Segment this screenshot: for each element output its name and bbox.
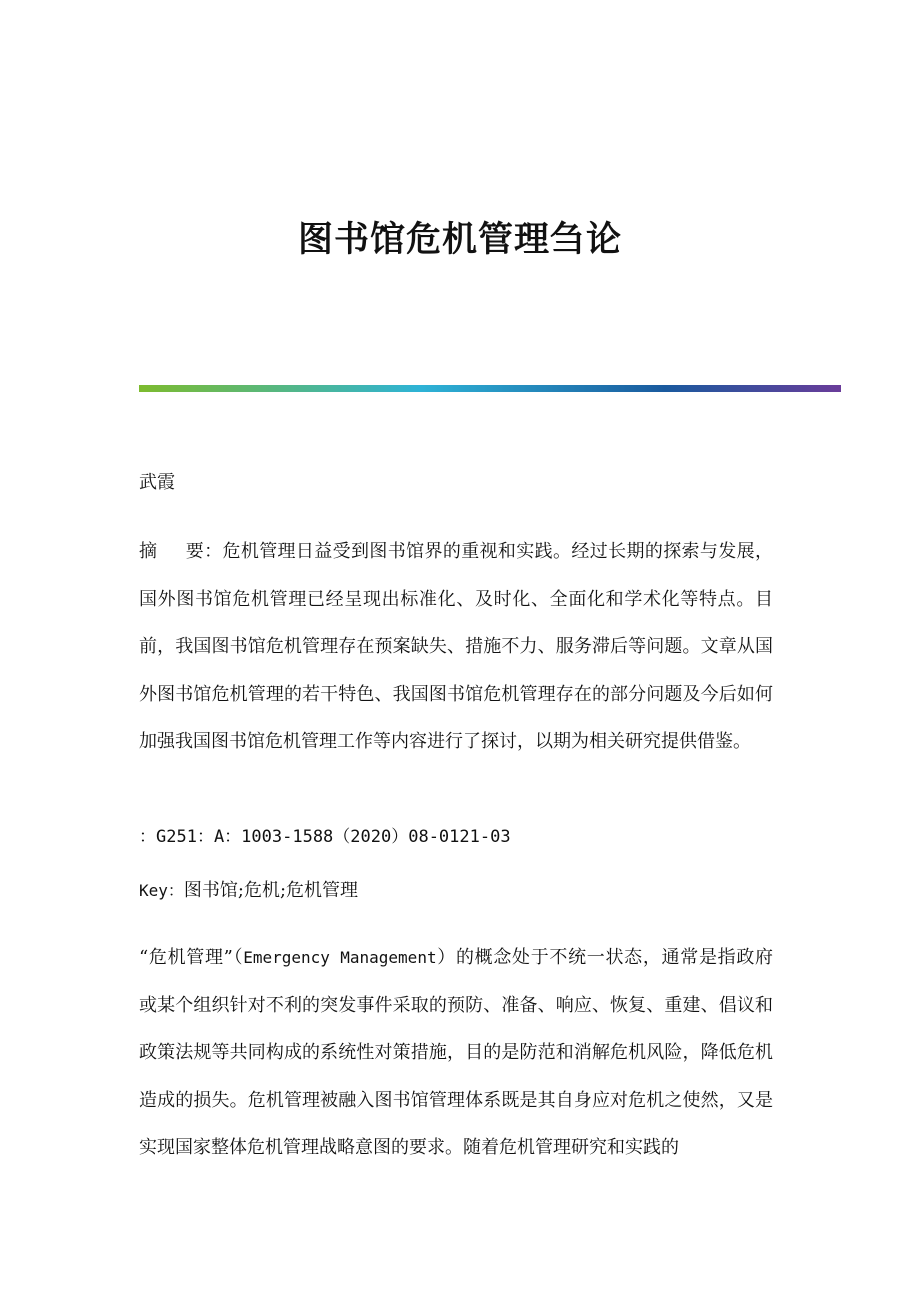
body-paragraph	[139, 934, 773, 1172]
author-name: 武霞	[139, 472, 175, 493]
body-quote-open: “危机管理”（	[139, 947, 244, 968]
body-text: ）的概念处于不统一状态，通常是指政府或某个组织针对不利的突发事件采取的预防、准备、响应、恢复、重建、倡议和政策法规等共同构成的系统性对策措施，目的是防范和消解危机风险，降低危机造成的损失。危机管理被融入图书馆管理体系既是其自身应对危机之使然，又是实现国家整体危机管理战略意图的要求。随着危机管理研究和实践的	[139, 947, 774, 1158]
keywords-line	[139, 879, 773, 903]
abstract-label-start: 摘	[139, 541, 158, 562]
keywords-label: Key：	[139, 881, 184, 900]
body-english-term: Emergency Management	[243, 948, 437, 967]
abstract-label-end: 要：	[185, 541, 223, 562]
abstract-paragraph	[139, 528, 773, 766]
document-title: 图书馆危机管理刍论	[297, 220, 622, 260]
abstract-text: 危机管理日益受到图书馆界的重视和实践。经过长期的探索与发展，国外图书馆危机管理已经呈现出标准化、及时化、全面化和学术化等特点。目前，我国图书馆危机管理存在预案缺失、措施不力、服务滞后等问题。文章从国外图书馆危机管理的若干特色、我国图书馆危机管理存在的部分问题及今后如何加强我国图书馆危机管理工作等内容进行了探讨，以期为相关研究提供借鉴。	[139, 541, 774, 752]
keywords-text: 图书馆;危机;危机管理	[183, 880, 359, 901]
classification-codes: ：G251：A：1003-1588（2020）08-0121-03	[139, 827, 511, 847]
title-divider-gradient	[139, 385, 841, 392]
